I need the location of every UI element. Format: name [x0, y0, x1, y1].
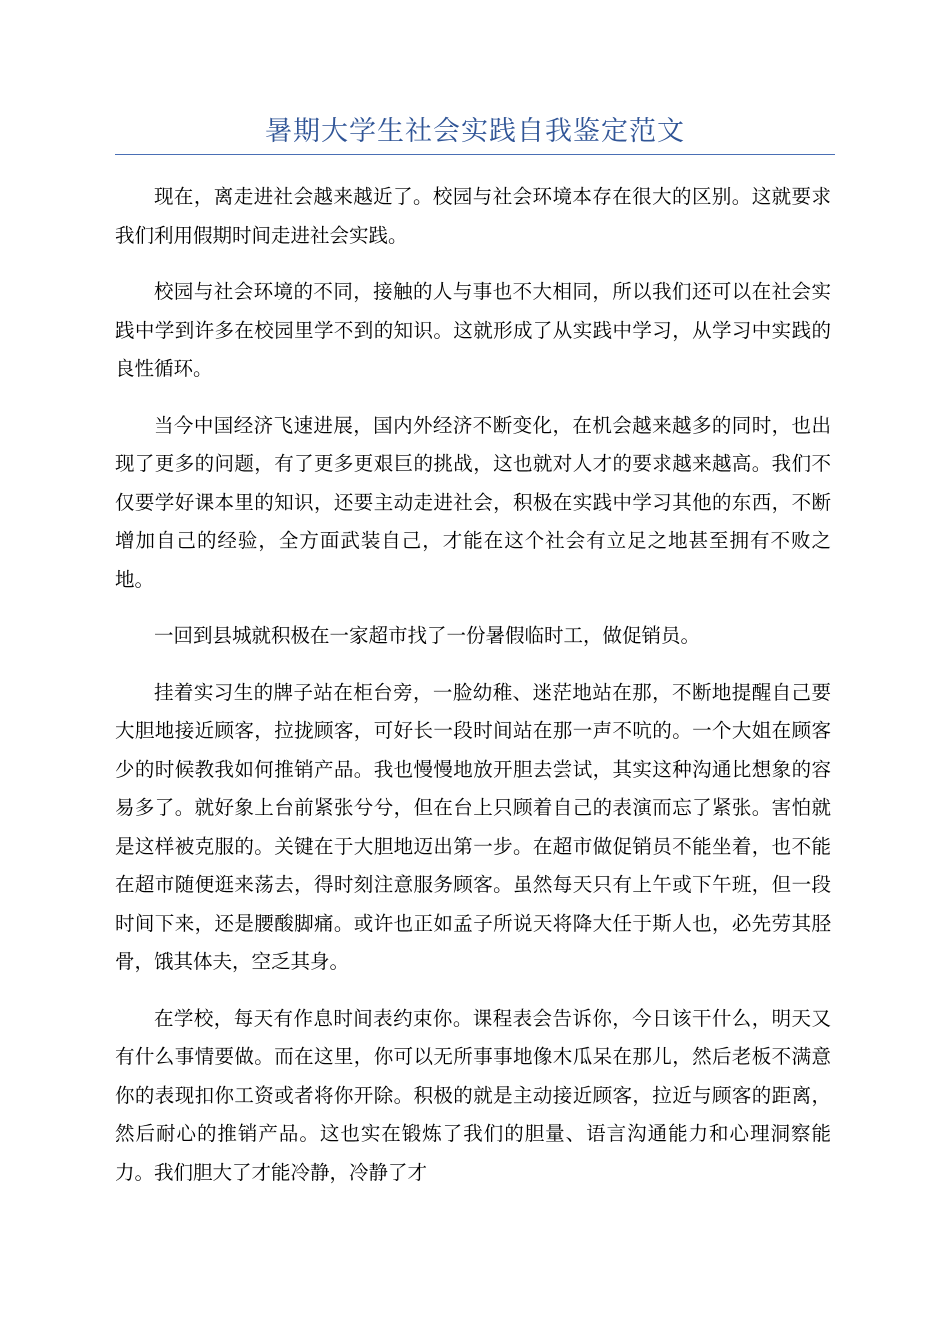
paragraph: 当今中国经济飞速进展，国内外经济不断变化，在机会越来越多的同时，也出现了更多的问题，有了更多更艰巨的挑战，这也就对人才的要求越来越高。我们不仅要学好课本里的知识，还要主动走进社会，积极在实践中学习其他的东西，不断增加自己的经验，全方面武装自己，才能在这个社会有立足之地甚至拥有不败之地。: [115, 413, 831, 591]
paragraph: 校园与社会环境的不同，接触的人与事也不大相同，所以我们还可以在社会实践中学到许多在校园里学不到的知识。这就形成了从实践中学习，从学习中实践的良性循环。: [115, 280, 831, 380]
document-body: [115, 178, 831, 1210]
document-title: 暑期大学生社会实践自我鉴定范文: [265, 116, 685, 147]
paragraph: 挂着实习生的牌子站在柜台旁，一脸幼稚、迷茫地站在那，不断地提醒自己要大胆地接近顾客，拉拢顾客，可好长一段时间站在那一声不吭的。一个大姐在顾客少的时候教我如何推销产品。我也慢慢地放开胆去尝试，其实这种沟通比想象的容易多了。就好象上台前紧张兮兮，但在台上只顾着自己的表演而忘了紧张。害怕就是这样被克服的。关键在于大胆地迈出第一步。在超市做促销员不能坐着，也不能在超市随便逛来荡去，得时刻注意服务顾客。虽然每天只有上午或下午班，但一段时间下来，还是腰酸脚痛。或许也正如孟子所说天将降大任于斯人也，必先劳其胫骨，饿其体夫，空乏其身。: [115, 680, 831, 973]
paragraph: 在学校，每天有作息时间表约束你。课程表会告诉你，今日该干什么，明天又有什么事情要做。而在这里，你可以无所事事地像木瓜呆在那儿，然后老板不满意你的表现扣你工资或者将你开除。积极的就是主动接近顾客，拉近与顾客的距离，然后耐心的推销产品。这也实在锻炼了我们的胆量、语言沟通能力和心理洞察能力。我们胆大了才能冷静，冷静了才: [115, 1006, 831, 1184]
paragraph: 一回到县城就积极在一家超市找了一份暑假临时工，做促销员。: [154, 624, 701, 647]
paragraph: 现在，离走进社会越来越近了。校园与社会环境本存在很大的区别。这就要求我们利用假期时间走进社会实践。: [115, 185, 831, 247]
title-underline: [115, 154, 835, 155]
